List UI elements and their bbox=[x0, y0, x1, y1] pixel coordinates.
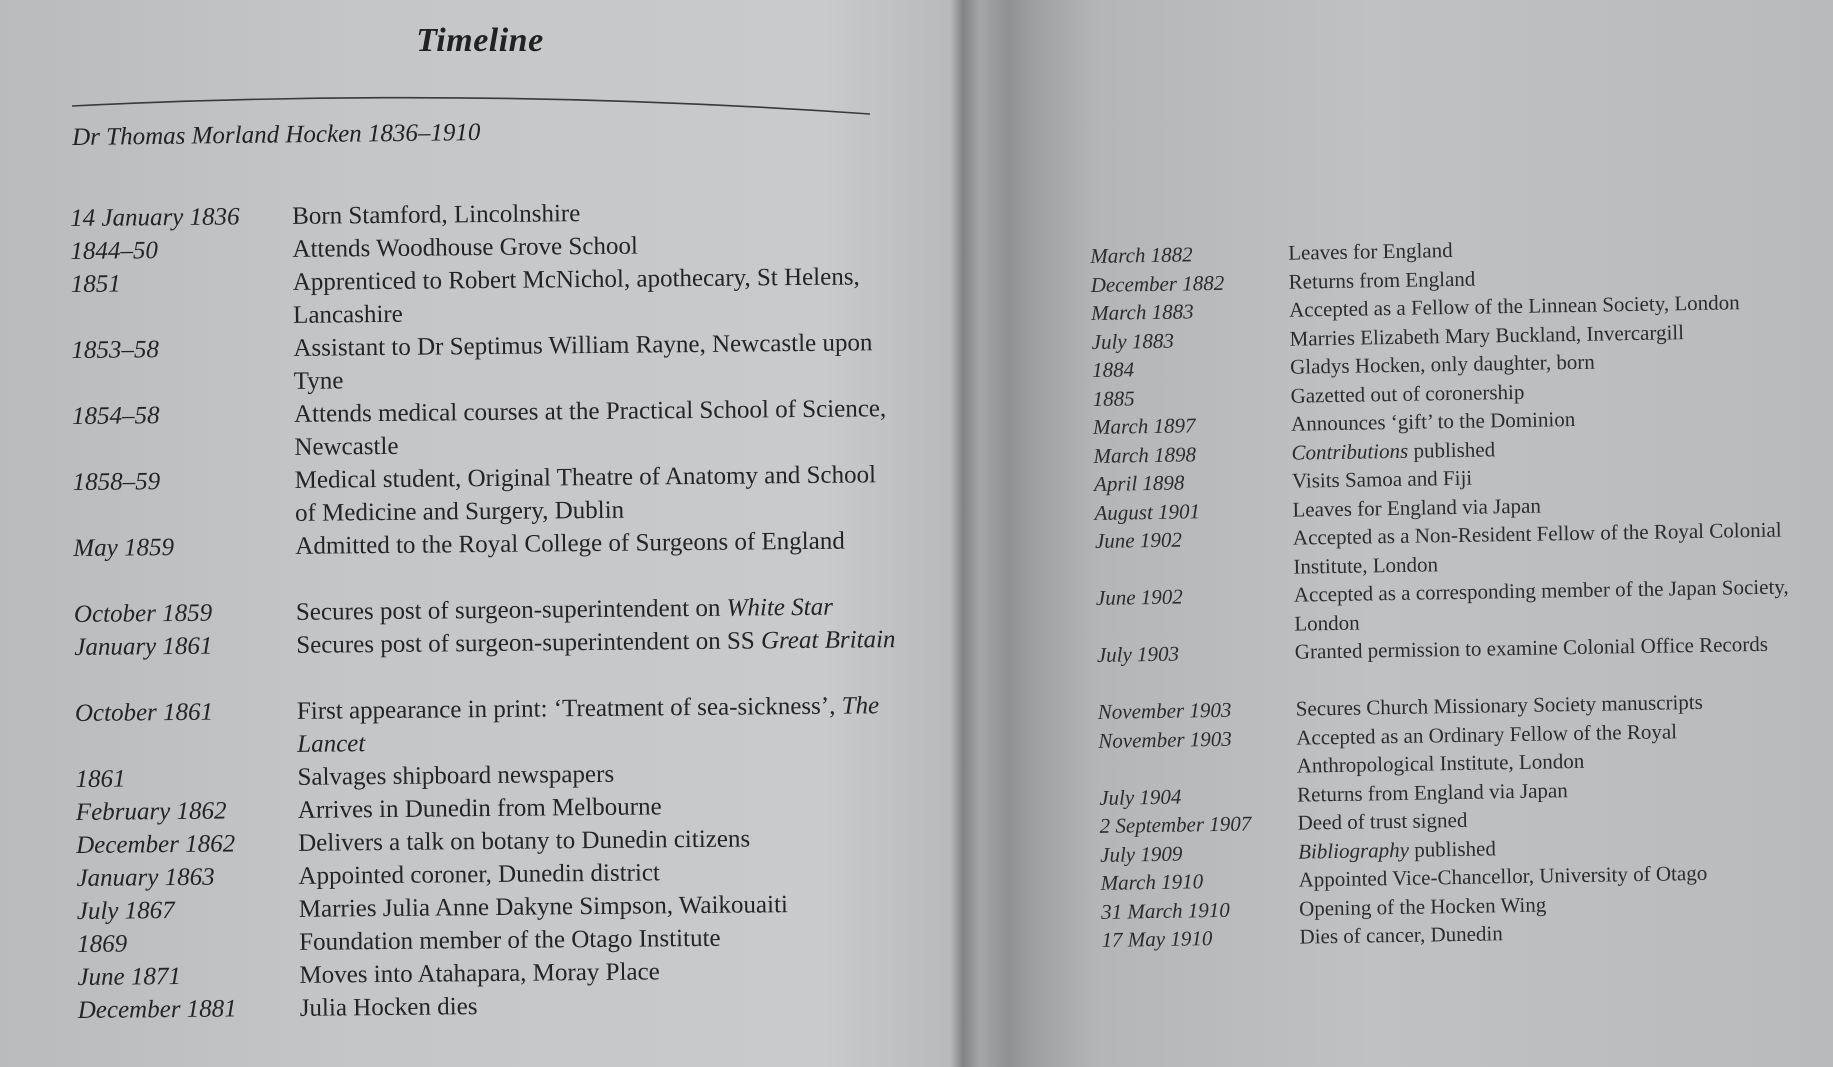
entry-event: Gazetted out of coronership bbox=[1290, 379, 1525, 408]
journal-name: The Lancet bbox=[297, 692, 880, 758]
entry-event: Dies of cancer, Dunedin bbox=[1299, 921, 1503, 949]
entry-event: Appointed coroner, Dunedin district bbox=[298, 859, 661, 890]
entry-date: 31 March 1910 bbox=[1100, 897, 1231, 924]
entry-date: 2 September 1907 bbox=[1099, 811, 1252, 838]
entry-event: Leaves for England bbox=[1288, 237, 1453, 265]
entry-event: Returns from England bbox=[1288, 266, 1476, 294]
entry-date: July 1904 bbox=[1099, 784, 1182, 810]
entry-event: Accepted as a corresponding member of the Japan Society, London bbox=[1293, 574, 1789, 636]
entry-event-text: Secures post of surgeon-superintendent on SS bbox=[296, 627, 755, 659]
entry-date: March 1898 bbox=[1093, 441, 1197, 468]
entry-date: 1853–58 bbox=[71, 336, 160, 364]
entry-date: July 1867 bbox=[76, 897, 175, 925]
entry-date: 1854–58 bbox=[71, 402, 160, 430]
entry-date: August 1901 bbox=[1094, 498, 1201, 525]
entry-event-text: published bbox=[1413, 436, 1496, 463]
entry-date: 1884 bbox=[1091, 357, 1135, 382]
entry-event: Admitted to the Royal College of Surgeons of England bbox=[295, 527, 845, 560]
page-title: Timeline bbox=[416, 22, 544, 59]
timeline-entry bbox=[71, 260, 894, 334]
entry-event: Foundation member of the Otago Institute bbox=[298, 924, 721, 956]
entry-date: December 1882 bbox=[1090, 270, 1225, 297]
entry-date: July 1883 bbox=[1091, 328, 1175, 354]
timeline-entry bbox=[71, 326, 894, 400]
entry-date: 1885 bbox=[1092, 385, 1135, 411]
entry-event: Returns from England via Japan bbox=[1296, 777, 1568, 807]
entry-date: November 1903 bbox=[1097, 697, 1232, 724]
entry-event: Appointed Vice-Chancellor, University of Otago bbox=[1298, 860, 1708, 892]
entry-event-text: Secures post of surgeon-superintendent on bbox=[295, 594, 721, 626]
entry-date: October 1861 bbox=[74, 698, 214, 727]
entry-event: Born Stamford, Lincolnshire bbox=[292, 200, 581, 230]
entry-date: May 1859 bbox=[73, 534, 175, 562]
entry-event: Attends medical courses at the Practical School of Science, Newcastle bbox=[293, 395, 887, 461]
entry-event: Accepted as a Fellow of the Linnean Society, London bbox=[1288, 290, 1740, 322]
entry-date: 1861 bbox=[75, 765, 126, 793]
entry-event: Attends Woodhouse Grove School bbox=[292, 232, 639, 263]
ship-name: Great Britain bbox=[760, 626, 896, 655]
entry-date: March 1910 bbox=[1100, 869, 1204, 895]
timeline-entry bbox=[75, 689, 898, 763]
entry-event: Marries Julia Anne Dakyne Simpson, Waikouaiti bbox=[298, 891, 789, 923]
book-title: Contributions bbox=[1291, 438, 1409, 465]
ship-name: White Star bbox=[726, 593, 834, 622]
entry-event: Moves into Atahapara, Moray Place bbox=[299, 958, 660, 989]
entry-event: Leaves for England via Japan bbox=[1292, 493, 1542, 522]
entry-date: 17 May 1910 bbox=[1101, 926, 1213, 952]
entry-event bbox=[296, 623, 897, 695]
entry-date: March 1882 bbox=[1090, 242, 1193, 268]
timeline-left bbox=[70, 194, 900, 1027]
book-gutter bbox=[950, 0, 980, 1067]
entry-event: Opening of the Hocken Wing bbox=[1298, 892, 1547, 921]
entry-date: 1844–50 bbox=[70, 237, 159, 265]
timeline-right bbox=[1090, 230, 1800, 954]
entry-event-text: First appearance in print: ‘Treatment of sea-sickness’, bbox=[296, 692, 836, 725]
entry-event: Apprenticed to Robert McNichol, apothecary, St Helens, Lancashire bbox=[292, 263, 860, 329]
entry-event: Accepted as a Non-Resident Fellow of the Royal Colonial Institute, London bbox=[1292, 517, 1782, 579]
entry-date: March 1883 bbox=[1090, 299, 1194, 325]
entry-event: Deed of trust signed bbox=[1297, 807, 1468, 835]
entry-date: March 1897 bbox=[1092, 413, 1196, 439]
entry-date: July 1909 bbox=[1099, 841, 1183, 867]
entry-event: Julia Hocken dies bbox=[299, 993, 478, 1022]
entry-date: January 1861 bbox=[74, 632, 213, 661]
entry-event: Medical student, Original Theatre of Anatomy and School of Medicine and Surgery, Dublin bbox=[294, 461, 877, 527]
timeline-entry bbox=[73, 524, 896, 598]
timeline-entry bbox=[72, 392, 895, 466]
timeline-entry bbox=[74, 623, 897, 697]
entry-date: 1851 bbox=[70, 270, 121, 298]
entry-date: June 1902 bbox=[1095, 584, 1183, 610]
entry-date: 14 January 1836 bbox=[70, 203, 240, 232]
entry-event: Delivers a talk on botany to Dunedin citizens bbox=[298, 825, 751, 857]
entry-event bbox=[297, 689, 898, 761]
entry-date: January 1863 bbox=[76, 863, 215, 892]
entry-date: April 1898 bbox=[1093, 470, 1185, 496]
entry-event: Announces ‘gift’ to the Dominion bbox=[1290, 406, 1576, 436]
entry-event: Gladys Hocken, only daughter, born bbox=[1289, 349, 1596, 379]
entry-event-text: published bbox=[1413, 835, 1497, 862]
entry-date: 1869 bbox=[76, 930, 128, 958]
entry-event: Secures Church Missionary Society manuscripts bbox=[1295, 689, 1704, 721]
entry-date: December 1862 bbox=[76, 830, 236, 859]
entry-date: June 1902 bbox=[1094, 527, 1183, 553]
entry-event: Visits Samoa and Fiji bbox=[1291, 465, 1473, 493]
book-title: Bibliography bbox=[1297, 837, 1410, 864]
entry-event: Granted permission to examine Colonial Office Records bbox=[1294, 631, 1769, 664]
entry-event: Accepted as an Ordinary Fellow of the Royal Anthropological Institute, London bbox=[1296, 718, 1678, 778]
entry-date: June 1871 bbox=[77, 962, 182, 991]
entry-event: Marries Elizabeth Mary Buckland, Invercargill bbox=[1289, 319, 1685, 351]
timeline-entry bbox=[73, 458, 896, 532]
entry-date: October 1859 bbox=[73, 599, 213, 628]
entry-date: December 1881 bbox=[77, 995, 237, 1024]
entry-date: February 1862 bbox=[75, 797, 227, 826]
title-rule bbox=[72, 92, 870, 122]
timeline-subtitle: Dr Thomas Morland Hocken 1836–1910 bbox=[72, 119, 481, 151]
entry-date: 1858–59 bbox=[72, 468, 161, 496]
entry-event: Arrives in Dunedin from Melbourne bbox=[297, 793, 662, 824]
entry-event: Assistant to Dr Septimus William Rayne, Newcastle upon Tyne bbox=[293, 329, 873, 395]
entry-event: Salvages shipboard newspapers bbox=[297, 760, 615, 791]
entry-date: November 1903 bbox=[1098, 726, 1233, 753]
entry-date: July 1903 bbox=[1096, 641, 1180, 667]
